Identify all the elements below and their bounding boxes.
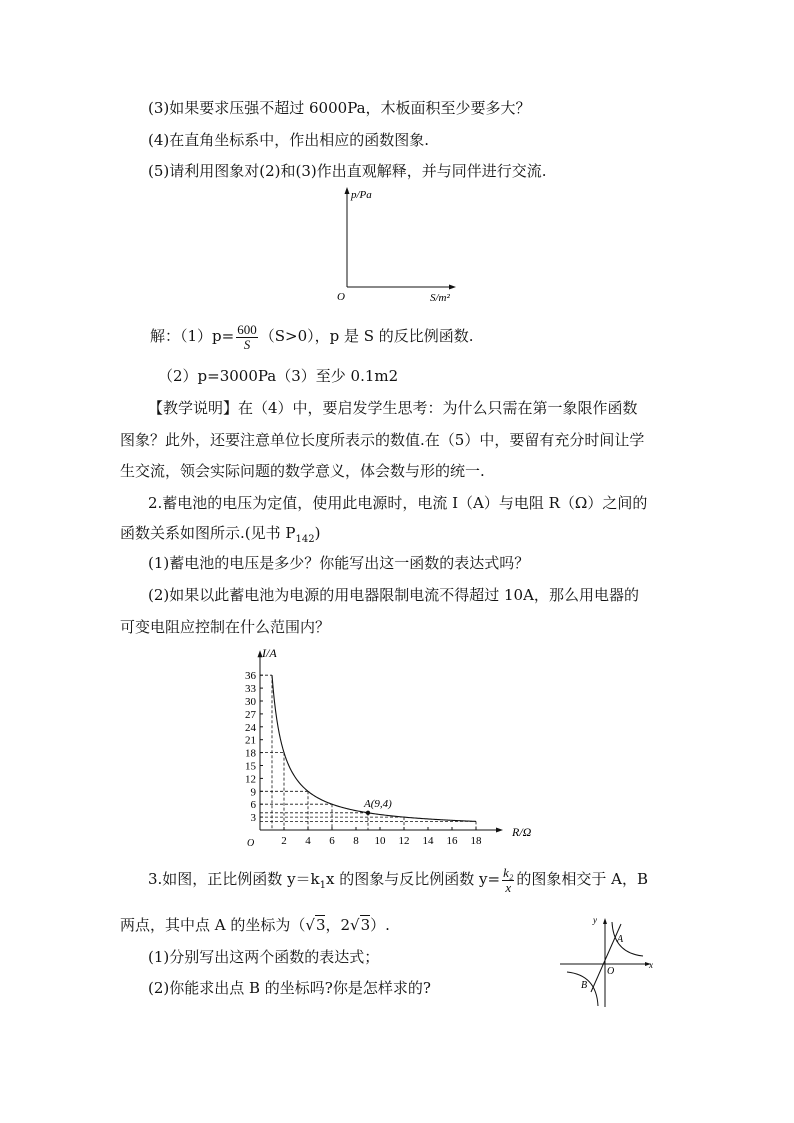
q3-line-1-mid: x 的图象与反比例函数 y=	[326, 870, 501, 888]
solution-fraction	[236, 323, 258, 352]
q3-fraction-numerator: k₂	[503, 864, 514, 880]
solution-prefix: 解：（1）p=	[150, 327, 235, 345]
q3-sqrt-1: 3	[315, 916, 326, 934]
q2-sub-1: (1)蓄电池的电压是多少？你能写出这一函数的表达式吗？	[148, 554, 530, 572]
q3-sub-1: (1)分别写出这两个函数的表达式；	[148, 948, 380, 966]
q3-fig-x-label: x	[649, 960, 653, 970]
y-tick-label: 6	[250, 799, 256, 812]
q2-line-2-close: )	[314, 524, 321, 542]
q2-line-2-text: 函数关系如图所示.(见书 P	[120, 524, 296, 542]
q3-line-1	[148, 862, 648, 903]
q2-line-1: 2.蓄电池的电压为定值，使用此电源时，电流 I（A）与电阻 R（Ω）之间的	[148, 494, 648, 512]
x-tick-label: 6	[329, 835, 335, 847]
y-tick-label: 24	[245, 721, 256, 734]
q3-line-2-post: ）.	[370, 916, 390, 934]
x-tick-label: 2	[281, 835, 287, 847]
q1-y-arrow	[345, 187, 350, 194]
q1-solution-line-2: （2）p=3000Pa（3）至少 0.1m2	[158, 367, 399, 385]
q1-item-4: (4)在直角坐标系中，作出相应的函数图象.	[148, 131, 430, 149]
y-tick-label: 21	[245, 734, 256, 747]
y-tick-label: 27	[245, 708, 256, 721]
q3-sub-2: (2)你能求出点 B 的坐标吗?你是怎样求的?	[148, 979, 431, 997]
q3-line-1-post: 的图象相交于 A，B	[516, 870, 648, 888]
y-tick-label: 30	[245, 696, 256, 708]
chart-x-arrow	[496, 828, 503, 833]
teaching-note-line-2: 图象？此外，还要注意单位长度所表示的数值.在（5）中，要留有充分时间让学	[120, 431, 645, 449]
q3-line-2: 两点，其中点 A 的坐标为（√3，2√3）.	[120, 916, 390, 934]
q1-item-3: (3)如果要求压强不超过 6000Pa，木板面积至少要多大？	[148, 99, 531, 117]
x-tick-label: 16	[446, 835, 458, 847]
q1-empty-axes	[330, 182, 470, 307]
q3-sqrt-2: 3	[360, 916, 371, 934]
x-tick-label: 10	[374, 835, 386, 847]
teaching-note-line-1: 【教学说明】在（4）中，要启发学生思考：为什么只需在第一象限作函数	[148, 399, 638, 417]
teaching-note-line-3: 生交流，领会实际问题的数学意义，体会数与形的统一.	[120, 462, 485, 480]
q3-figure	[555, 912, 665, 1012]
chart-x-label: R/Ω	[512, 825, 532, 839]
current-resistance-chart	[215, 640, 575, 860]
x-tick-label: 18	[470, 835, 482, 847]
q3-k1-subscript: 1	[319, 880, 327, 891]
q3-line-2-pre: 两点，其中点 A 的坐标为（	[120, 916, 306, 934]
chart-y-label: I/A	[262, 646, 277, 661]
y-tick-label: 3	[250, 812, 256, 825]
q3-fig-point-b: B	[581, 980, 588, 991]
chart-point-a-label: A(9,4)	[364, 797, 392, 810]
q3-fig-origin: O	[607, 966, 615, 977]
y-tick-label: 33	[245, 683, 256, 696]
q3-fraction-denominator: x	[505, 879, 512, 895]
q1-solution-line-1	[150, 320, 474, 352]
q3-line-1-pre: 3.如图，正比例函数 y＝k	[148, 870, 320, 888]
q3-fraction	[502, 866, 514, 895]
q1-origin-label: O	[337, 291, 345, 303]
y-tick-label: 9	[250, 786, 256, 799]
q2-sub-2-line-1: (2)如果以此蓄电池为电源的用电器限制电流不得超过 10A，那么用电器的	[148, 586, 639, 604]
chart-point-a	[366, 811, 370, 815]
solution-fraction-denominator: S	[243, 336, 251, 352]
q2-line-2	[120, 523, 320, 550]
q3-fig-y-label: y	[593, 915, 597, 925]
y-tick-label: 36	[245, 670, 256, 683]
chart-origin-label: O	[247, 838, 255, 849]
q3-fig-y-arrow	[603, 918, 607, 924]
q1-x-arrow	[449, 285, 456, 290]
x-tick-label: 4	[305, 835, 311, 847]
q3-fig-point-a: A	[617, 934, 624, 945]
solution-fraction-numerator: 600	[237, 321, 257, 337]
q2-page-number: 142	[295, 534, 315, 545]
x-tick-label: 8	[353, 835, 359, 847]
q1-y-label: p/Pa	[351, 189, 372, 201]
y-tick-label: 18	[245, 747, 256, 760]
y-tick-label: 12	[245, 773, 256, 786]
q1-x-label: S/m²	[430, 292, 450, 304]
q3-line-2-comma: ，2	[325, 916, 351, 934]
q2-sub-2-line-2: 可变电阻应控制在什么范围内？	[120, 618, 331, 636]
x-tick-label: 12	[398, 835, 410, 847]
x-tick-label: 14	[422, 835, 434, 847]
y-tick-label: 15	[245, 760, 256, 773]
solution-suffix: （S>0），p 是 S 的反比例函数.	[259, 327, 474, 345]
q1-item-5: (5)请利用图象对(2)和(3)作出直观解释，并与同伴进行交流.	[148, 162, 547, 180]
